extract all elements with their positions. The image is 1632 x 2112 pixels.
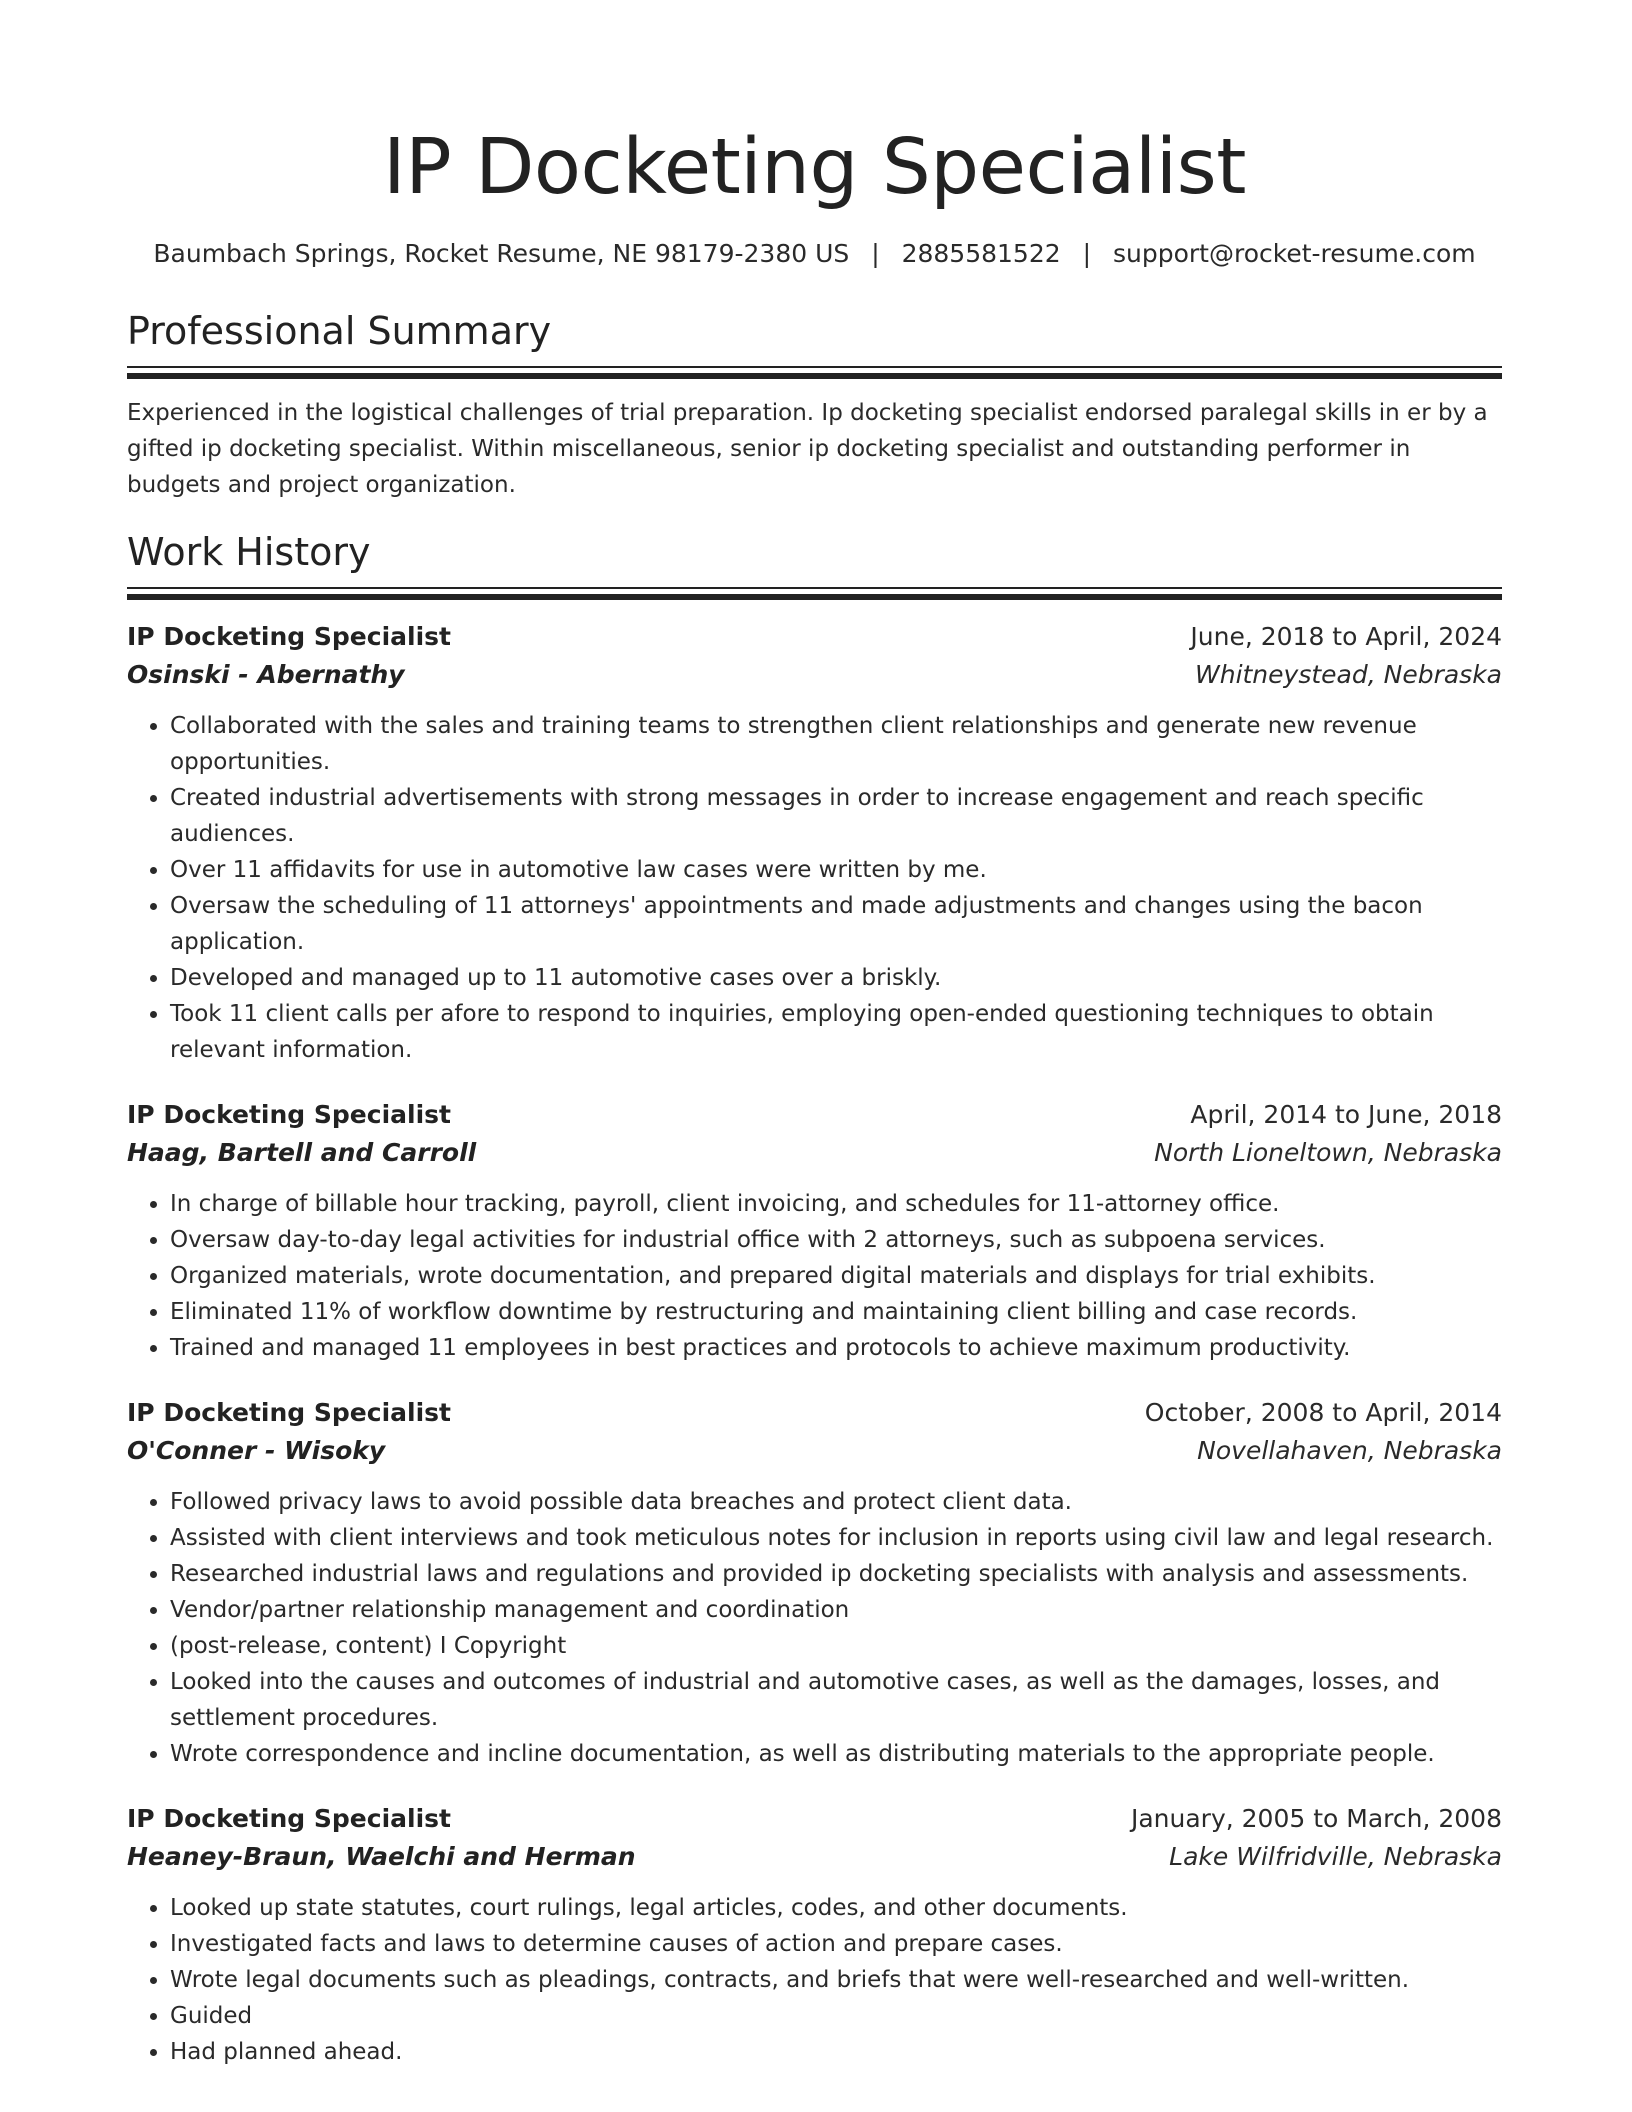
contact-phone: 2885581522 (901, 239, 1061, 268)
job-bullet: • (post-release, content) I Copyright (170, 1628, 1502, 1664)
section-divider (127, 587, 1502, 600)
contact-separator: | (1082, 239, 1092, 268)
job-bullet: • Oversaw the scheduling of 11 attorneys' appointments and made adjustments and changes using the bacon application. (170, 888, 1502, 960)
summary-text: Experienced in the logistical challenges of trial preparation. Ip docketing specialist endorsed paralegal skills in er by a gifted ip docketing specialist. Within miscellaneous, senior ip docketing specialist and outstanding performer in budgets and project organization. (127, 400, 1488, 498)
job-bullet: • Organized materials, wrote documentation, and prepared digital materials and displays for trial exhibits. (170, 1258, 1502, 1294)
contact-address: Baumbach Springs, Rocket Resume, NE 98179-2380 US (153, 239, 850, 268)
job-bullet: • Trained and managed 11 employees in best practices and protocols to achieve maximum productivity. (170, 1330, 1502, 1366)
job-bullet: • Oversaw day-to-day legal activities for industrial office with 2 attorneys, such as subpoena services. (170, 1222, 1502, 1258)
job-header-row (127, 1394, 1502, 1432)
job-bullet: • Took 11 client calls per afore to respond to inquiries, employing open-ended questioning techniques to obtain relevant information. (170, 996, 1502, 1068)
resume-page (127, 0, 1502, 2070)
job-bullet: • Assisted with client interviews and took meticulous notes for inclusion in reports using civil law and legal research. (170, 1520, 1502, 1556)
job-title: IP Docketing Specialist (127, 1100, 451, 1129)
work-history-heading: Work History (127, 530, 371, 574)
job-location: Novellahaven, Nebraska (1197, 1436, 1502, 1465)
contact-separator: | (871, 239, 880, 268)
job-bullet: • Had planned ahead. (170, 2034, 1502, 2070)
resume-title: IP Docketing Specialist (383, 123, 1246, 212)
job-header-row (127, 618, 1502, 656)
job-title: IP Docketing Specialist (127, 622, 451, 651)
job-header-row (127, 1096, 1502, 1134)
job-bullet: • Followed privacy laws to avoid possible data breaches and protect client data. (170, 1484, 1502, 1520)
job-company: O'Conner - Wisoky (127, 1436, 386, 1465)
job-bullet: • Looked into the causes and outcomes of industrial and automotive cases, as well as the damages, losses, and settlement procedures. (170, 1664, 1502, 1736)
job-bullet: • Wrote correspondence and incline documentation, as well as distributing materials to the appropriate people. (170, 1736, 1502, 1772)
job-bullets (127, 1890, 1502, 2070)
job-company-row (127, 1134, 1502, 1172)
job-bullet: • Over 11 affidavits for use in automotive law cases were written by me. (170, 852, 1502, 888)
job-bullets (127, 1186, 1502, 1366)
job-bullet: • Researched industrial laws and regulations and provided ip docketing specialists with analysis and assessments. (170, 1556, 1502, 1592)
section-divider (127, 366, 1502, 379)
job-bullet: • Collaborated with the sales and training teams to strengthen client relationships and generate new revenue opportunities. (170, 708, 1502, 780)
job-company-row (127, 656, 1502, 694)
job-entry (127, 1800, 1502, 2070)
job-entry (127, 1394, 1502, 1772)
job-entry (127, 618, 1502, 1068)
job-bullets (127, 1484, 1502, 1772)
job-bullet: • Developed and managed up to 11 automotive cases over a briskly. (170, 960, 1502, 996)
job-bullet: • Wrote legal documents such as pleadings, contracts, and briefs that were well-researched and well-written. (170, 1962, 1502, 1998)
job-bullet: • Eliminated 11% of workflow downtime by restructuring and maintaining client billing and case records. (170, 1294, 1502, 1330)
job-company: Haag, Bartell and Carroll (127, 1138, 477, 1167)
job-location: Whitneystead, Nebraska (1195, 660, 1502, 689)
job-dates: January, 2005 to March, 2008 (1130, 1804, 1502, 1833)
job-dates: June, 2018 to April, 2024 (1190, 622, 1502, 651)
job-location: North Lioneltown, Nebraska (1154, 1138, 1502, 1167)
job-bullet: • Guided (170, 1998, 1502, 2034)
job-entry (127, 1096, 1502, 1366)
job-title: IP Docketing Specialist (127, 1804, 451, 1833)
job-bullet: • Investigated facts and laws to determine causes of action and prepare cases. (170, 1926, 1502, 1962)
job-bullet: • Vendor/partner relationship management and coordination (170, 1592, 1502, 1628)
summary-heading: Professional Summary (127, 309, 552, 353)
contact-line (127, 238, 1502, 270)
job-dates: April, 2014 to June, 2018 (1190, 1100, 1502, 1129)
job-company: Heaney-Braun, Waelchi and Herman (127, 1842, 636, 1871)
job-bullet: • In charge of billable hour tracking, payroll, client invoicing, and schedules for 11-attorney office. (170, 1186, 1502, 1222)
job-header-row (127, 1800, 1502, 1838)
job-bullet: • Looked up state statutes, court rulings, legal articles, codes, and other documents. (170, 1890, 1502, 1926)
job-location: Lake Wilfridville, Nebraska (1169, 1842, 1502, 1871)
job-title: IP Docketing Specialist (127, 1398, 451, 1427)
work-history-section (127, 529, 1502, 2070)
job-bullet: • Created industrial advertisements with strong messages in order to increase engagement and reach specific audiences. (170, 780, 1502, 852)
job-company: Osinski - Abernathy (127, 660, 405, 689)
contact-email: support@rocket-resume.com (1113, 239, 1476, 268)
job-company-row (127, 1432, 1502, 1470)
job-bullets (127, 708, 1502, 1068)
job-dates: October, 2008 to April, 2014 (1144, 1398, 1502, 1427)
job-company-row (127, 1838, 1502, 1876)
summary-section (127, 308, 1502, 503)
